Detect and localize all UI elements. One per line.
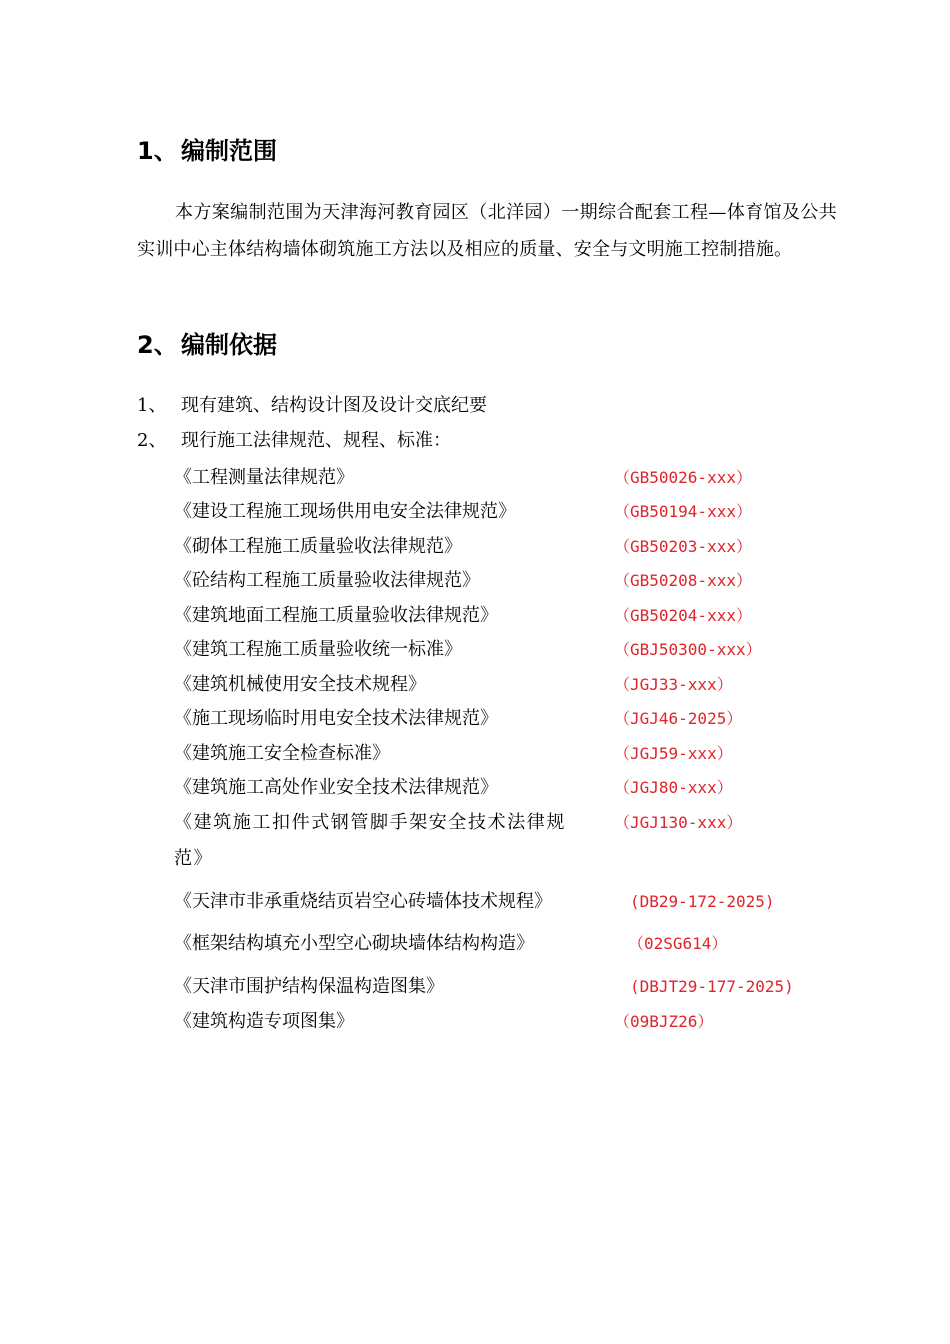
standard-code: （JGJ130-xxx） [614, 813, 743, 832]
section-1-number: 1、 [137, 137, 178, 165]
standard-title: 《建设工程施工现场供用电安全法律规范》 [174, 501, 516, 522]
standard-code: （02SG614） [628, 934, 728, 953]
standard-title: 《砌体工程施工质量验收法律规范》 [174, 536, 462, 557]
section-1-title: 编制范围 [181, 137, 277, 165]
standard-title: 《工程测量法律规范》 [174, 467, 354, 488]
standard-title: 《建筑工程施工质量验收统一标准》 [174, 639, 462, 660]
standard-code: （09BJZ26） [614, 1012, 714, 1031]
basis-item-1-number: 1、 [137, 395, 167, 416]
standard-code: （JGJ46-2025） [614, 709, 743, 728]
standard-title: 《建筑施工安全检查标准》 [174, 743, 390, 764]
standard-code: （JGJ80-xxx） [614, 778, 733, 797]
standard-code: （JGJ33-xxx） [614, 675, 733, 694]
standard-title: 《建筑地面工程施工质量验收法律规范》 [174, 605, 498, 626]
standard-title: 《天津市围护结构保温构造图集》 [174, 976, 444, 997]
standard-code: （JGJ59-xxx） [614, 744, 733, 763]
standard-title: 《建筑施工扣件式钢管脚手架安全技术法律规范》 [174, 812, 566, 869]
basis-item-2-number: 2、 [137, 430, 167, 451]
standard-title: 《建筑施工高处作业安全技术法律规范》 [174, 777, 498, 798]
standard-title: 《天津市非承重烧结页岩空心砖墙体技术规程》 [174, 891, 552, 912]
standard-code: (DBJT29-177-2025) [630, 977, 794, 996]
basis-item-1 [137, 393, 487, 419]
basis-item-2 [137, 428, 451, 454]
standard-code: （GB50026-xxx） [614, 468, 752, 487]
standard-code: (DB29-172-2025) [630, 892, 775, 911]
section-2-heading [137, 329, 277, 361]
section-1-heading [137, 135, 277, 167]
standard-code: （GB50194-xxx） [614, 502, 752, 521]
basis-item-2-text: 现行施工法律规范、规程、标准： [181, 430, 451, 451]
standard-title: 《建筑构造专项图集》 [174, 1011, 354, 1032]
standard-title: 《框架结构填充小型空心砌块墙体结构构造》 [174, 933, 534, 954]
basis-item-1-text: 现有建筑、结构设计图及设计交底纪要 [181, 395, 487, 416]
standard-code: （GBJ50300-xxx） [614, 640, 762, 659]
standard-title: 《砼结构工程施工质量验收法律规范》 [174, 570, 480, 591]
section-1-paragraph: 本方案编制范围为天津海河教育园区（北洋园）一期综合配套工程—体育馆及公共实训中心主体结构墙体砌筑施工方法以及相应的质量、安全与文明施工控制措施。 [137, 202, 837, 260]
standard-code: （GB50204-xxx） [614, 606, 752, 625]
section-2-number: 2、 [137, 331, 178, 359]
standard-code: （GB50203-xxx） [614, 537, 752, 556]
standard-title: 《建筑机械使用安全技术规程》 [174, 674, 426, 695]
section-2-title: 编制依据 [181, 331, 277, 359]
standard-code: （GB50208-xxx） [614, 571, 752, 590]
standard-title: 《施工现场临时用电安全技术法律规范》 [174, 708, 498, 729]
